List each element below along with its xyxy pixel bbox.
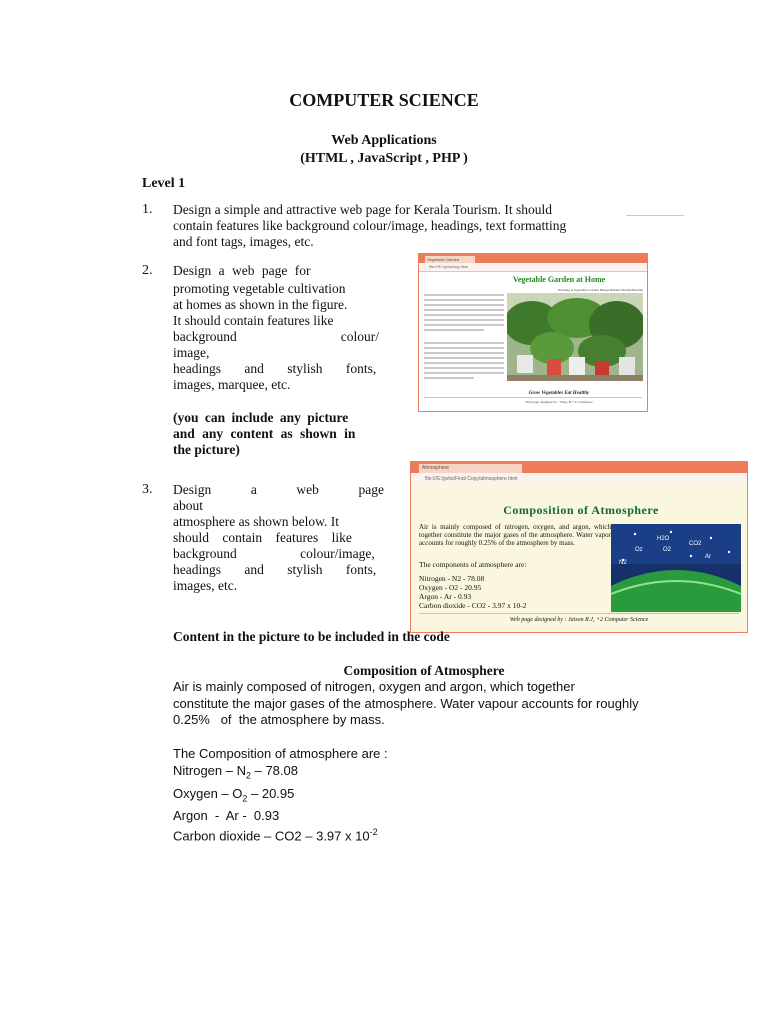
item-rest: – 20.95 xyxy=(247,785,295,801)
composition-item xyxy=(173,807,683,824)
text-line xyxy=(424,377,474,379)
text-line xyxy=(424,367,504,369)
atmosphere-screenshot xyxy=(410,461,748,633)
composition-line: 0.25% of the atmosphere by mass. xyxy=(173,712,385,727)
text-line xyxy=(424,347,504,349)
q1-line: and font tags, images, etc. xyxy=(173,234,314,249)
q2-line: headings and stylish fonts, xyxy=(173,361,377,376)
item-label: Oxygen – O xyxy=(173,785,243,801)
text-line xyxy=(424,294,504,296)
q2-line: background colour/ image, xyxy=(173,329,379,360)
q3-line: Design a web page about xyxy=(173,482,384,513)
atmosphere-list-title: The components of atmosphere are: xyxy=(419,560,527,569)
text-line xyxy=(424,319,504,321)
atmosphere-item: Carbon dioxide - CO2 - 3.97 x 10-2 xyxy=(419,601,527,610)
text-line xyxy=(424,362,504,364)
browser-url-bar: file:///E:/gvhs/Final Copy/atmosphere.html xyxy=(411,473,747,486)
earth-label: Oz xyxy=(635,547,643,553)
divider-line xyxy=(626,215,684,216)
q1-number: 1. xyxy=(142,202,153,217)
vegetable-credit: Web page designed by : Vinay B, +2 Commerce xyxy=(525,400,593,404)
q3-line: should contain features like xyxy=(173,530,352,545)
atmosphere-heading: Composition of Atmosphere xyxy=(503,503,659,517)
text-line xyxy=(424,342,504,344)
item-sub: 2 xyxy=(245,770,251,781)
text-line xyxy=(424,324,504,326)
composition-paragraph xyxy=(173,679,683,729)
composition-item xyxy=(173,762,683,785)
composition-item xyxy=(173,785,683,808)
atmosphere-item: Nitrogen - N2 - 78.08 xyxy=(419,574,485,583)
item-sup: -2 xyxy=(369,827,378,838)
q1-text xyxy=(173,202,625,250)
level-heading: Level 1 xyxy=(142,176,186,191)
atmosphere-para: Air is mainly composed of nitrogen, oxygen, and argon, which together constitute the major gases of the atmosphere. Water vapor accounts for roughly 0.25% of the atmosphere by mass. xyxy=(419,523,611,547)
composition-list xyxy=(173,745,683,845)
q2-line: It should contain features like xyxy=(173,313,334,328)
vegetable-heading: Vegetable Garden at Home xyxy=(512,275,606,284)
footer-rule xyxy=(419,613,739,614)
item-sub: 2 xyxy=(242,793,248,804)
composition-item xyxy=(173,824,683,844)
q3-line: background colour/image, xyxy=(173,546,375,561)
text-line xyxy=(424,329,484,331)
q3-text xyxy=(173,482,384,594)
q2-line: promoting vegetable cultivation xyxy=(173,281,346,296)
composition-line: Air is mainly composed of nitrogen, oxygen and argon, which together xyxy=(173,679,575,694)
q2-number: 2. xyxy=(142,263,153,278)
text-line xyxy=(424,352,504,354)
q2-note-line: the picture) xyxy=(173,442,240,457)
atmosphere-item: Argon - Ar - 0.93 xyxy=(419,592,472,601)
q1-line: Design a simple and attractive web page for Kerala Tourism. It should xyxy=(173,202,552,217)
page-title: COMPUTER SCIENCE xyxy=(289,90,479,110)
browser-tab: Vegetable Garden xyxy=(425,256,475,263)
composition-list-title: The Composition of atmosphere are : xyxy=(173,746,388,761)
text-line xyxy=(424,314,504,316)
subtitle-languages: (HTML , JavaScript , PHP ) xyxy=(300,151,468,166)
vegetable-caption: Planting A Vegetable Garden Brings Hidden Health Benefits xyxy=(558,288,643,292)
earth-label: H2O xyxy=(657,536,670,542)
q2-line: images, marquee, etc. xyxy=(173,377,291,392)
earth-label: CO2 xyxy=(689,541,702,547)
garden-photo xyxy=(507,293,643,381)
text-line xyxy=(424,299,504,301)
q3-line: images, etc. xyxy=(173,578,238,593)
earth-label: N2 xyxy=(619,560,627,566)
vegetable-garden-screenshot xyxy=(418,253,648,412)
item-label: Nitrogen – N xyxy=(173,763,246,778)
q2-text xyxy=(173,263,379,458)
q3-line: atmosphere as shown below. It xyxy=(173,514,339,529)
q2-line: at homes as shown in the figure. xyxy=(173,297,348,312)
q2-note-line: (you can include any picture xyxy=(173,410,349,425)
atmosphere-footer: Web page designed by : Jaison R.J, +2 Computer Science xyxy=(509,617,649,623)
text-line xyxy=(424,357,504,359)
q3-line: headings and stylish fonts, xyxy=(173,562,377,577)
browser-url-bar: file:///E:/gvhs/veg.html xyxy=(419,263,647,272)
content-heading: Content in the picture to be included in the code xyxy=(173,629,450,644)
composition-heading: Composition of Atmosphere xyxy=(343,663,505,678)
footer-rule xyxy=(424,397,642,398)
earth-atmosphere-image xyxy=(611,524,741,612)
composition-line: constitute the major gases of the atmosphere. Water vapour accounts for roughly xyxy=(173,695,639,711)
subtitle-web-applications: Web Applications xyxy=(331,133,437,148)
q2-line: Design a web page for xyxy=(173,263,311,278)
atmosphere-item: Oxygen - O2 - 20.95 xyxy=(419,583,482,592)
text-line xyxy=(424,304,504,306)
item-label: Carbon dioxide – CO2 – 3.97 x 10 xyxy=(173,828,370,844)
text-line xyxy=(424,372,504,374)
earth-label: O2 xyxy=(663,547,672,553)
browser-tab: Atmosphere xyxy=(419,464,522,473)
q2-note-line: and any content as shown in xyxy=(173,426,356,441)
q1-line: contain features like background colour/image, headings, text formatting xyxy=(173,218,567,233)
item-rest: – 78.08 xyxy=(251,763,298,778)
item-label: Argon - Ar - 0.93 xyxy=(173,808,280,824)
earth-label: Ar xyxy=(705,554,711,560)
q3-number: 3. xyxy=(142,482,153,497)
vegetable-slogan: Grow Vegetables Eat Healthy xyxy=(528,391,590,396)
text-line xyxy=(424,309,504,311)
